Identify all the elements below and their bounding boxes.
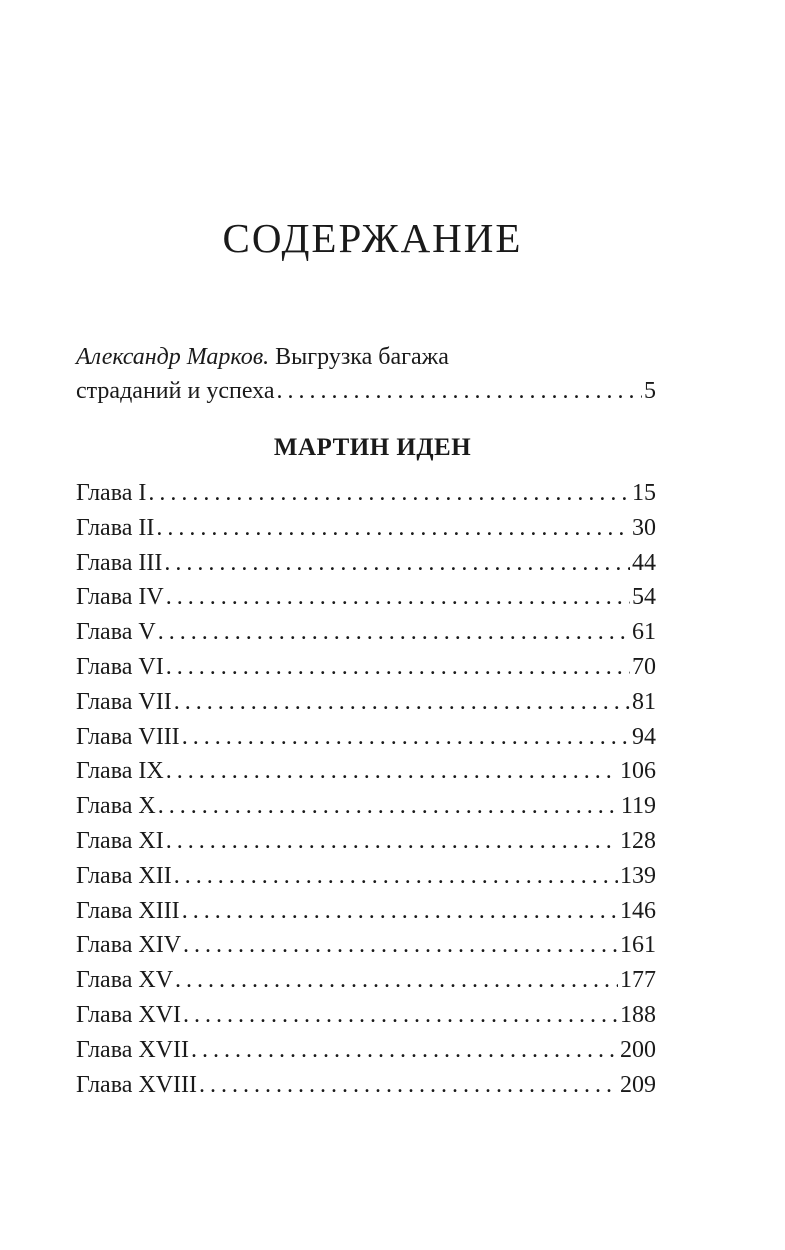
chapter-entry[interactable] xyxy=(76,511,656,546)
chapter-page-number: 139 xyxy=(620,862,656,889)
dot-leader xyxy=(156,511,630,546)
chapter-label: Глава VI xyxy=(76,653,164,680)
chapter-page-number: 15 xyxy=(632,480,656,506)
dot-leader xyxy=(158,615,630,650)
chapter-page-number: 128 xyxy=(620,827,656,854)
chapter-label: Глава XIII xyxy=(76,897,180,924)
dot-leader xyxy=(164,546,630,581)
chapter-entry[interactable] xyxy=(76,824,656,859)
chapter-page-number: 70 xyxy=(632,653,656,680)
dot-leader xyxy=(191,1033,618,1068)
dot-leader xyxy=(183,998,618,1033)
intro-entry-line-2 xyxy=(76,374,656,408)
chapter-label: Глава I xyxy=(76,480,147,506)
dot-leader xyxy=(277,374,643,408)
chapter-page-number: 30 xyxy=(632,514,656,541)
dot-leader xyxy=(166,824,618,859)
dot-leader xyxy=(166,580,630,615)
chapter-entry[interactable] xyxy=(76,894,656,929)
chapter-label: Глава XVIII xyxy=(76,1071,198,1098)
chapter-page-number: 209 xyxy=(620,1071,656,1098)
chapter-entry[interactable] xyxy=(76,580,656,615)
chapter-label: Глава XVI xyxy=(76,1001,182,1028)
chapter-entry[interactable] xyxy=(76,963,656,998)
chapter-label: Глава XV xyxy=(76,967,174,994)
intro-entry[interactable] xyxy=(76,340,656,408)
intro-title-part-2: страданий и успеха xyxy=(76,378,275,404)
chapter-entry[interactable] xyxy=(76,685,656,720)
chapter-label: Глава III xyxy=(76,549,163,576)
chapter-page-number: 54 xyxy=(632,584,656,611)
chapter-entry[interactable] xyxy=(76,546,656,581)
chapter-label: Глава VII xyxy=(76,688,172,715)
chapter-page-number: 177 xyxy=(620,967,656,994)
dot-leader xyxy=(175,963,618,998)
dot-leader xyxy=(182,894,618,929)
dot-leader xyxy=(182,720,630,755)
chapter-label: Глава XI xyxy=(76,827,164,854)
chapter-entry[interactable] xyxy=(76,1033,656,1068)
chapter-label: Глава IX xyxy=(76,758,164,785)
chapter-page-number: 94 xyxy=(632,723,656,750)
dot-leader xyxy=(166,754,618,789)
chapter-entry[interactable] xyxy=(76,720,656,755)
dot-leader xyxy=(166,650,630,685)
chapter-entry[interactable] xyxy=(76,998,656,1033)
chapter-entry[interactable] xyxy=(76,789,656,824)
chapter-page-number: 188 xyxy=(620,1001,656,1028)
dot-leader xyxy=(174,859,618,894)
dot-leader xyxy=(183,928,618,963)
chapter-entry[interactable] xyxy=(76,615,656,650)
chapter-page-number: 81 xyxy=(632,688,656,715)
chapter-entry[interactable] xyxy=(76,928,656,963)
chapter-page-number: 61 xyxy=(632,619,656,646)
chapter-entry[interactable] xyxy=(76,859,656,894)
page-title: СОДЕРЖАНИЕ xyxy=(222,215,523,261)
chapter-entry[interactable] xyxy=(76,1068,656,1103)
chapter-label: Глава XVII xyxy=(76,1036,190,1063)
chapter-page-number: 44 xyxy=(632,549,656,576)
chapter-page-number: 161 xyxy=(620,932,656,959)
dot-leader xyxy=(158,789,619,824)
section-heading: МАРТИН ИДЕН xyxy=(273,434,472,461)
chapter-label: Глава X xyxy=(76,793,156,820)
intro-author: Александр Марков. xyxy=(76,344,270,370)
chapter-entry[interactable] xyxy=(76,754,656,789)
chapter-page-number: 200 xyxy=(620,1036,656,1063)
chapter-label: Глава II xyxy=(76,514,155,541)
dot-leader xyxy=(148,476,630,511)
chapter-label: Глава IV xyxy=(76,584,164,611)
chapter-page-number: 146 xyxy=(620,897,656,924)
chapter-page-number: 106 xyxy=(620,758,656,785)
intro-page-number: 5 xyxy=(644,378,656,404)
dot-leader xyxy=(199,1068,618,1103)
chapter-label: Глава XII xyxy=(76,862,172,889)
intro-title-part-1: Выгрузка багажа xyxy=(269,344,449,370)
chapter-label: Глава V xyxy=(76,619,156,646)
chapter-label: Глава XIV xyxy=(76,932,182,959)
chapter-label: Глава VIII xyxy=(76,723,180,750)
chapter-entry[interactable] xyxy=(76,650,656,685)
intro-entry-line-1 xyxy=(76,340,656,374)
dot-leader xyxy=(174,685,630,720)
chapter-entry[interactable] xyxy=(76,476,656,511)
chapter-page-number: 119 xyxy=(620,793,656,820)
chapter-list xyxy=(76,476,656,1102)
